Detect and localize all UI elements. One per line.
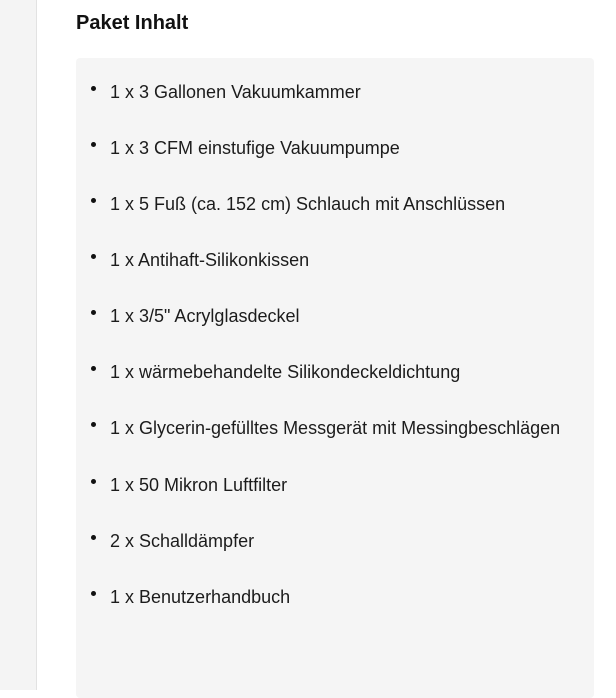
list-item [76, 302, 594, 330]
package-contents-box [76, 58, 594, 698]
left-sidebar-edge [0, 0, 37, 690]
bullet-icon [91, 254, 96, 259]
list-item-text: 1 x 3/5" Acrylglasdeckel [110, 306, 300, 326]
bullet-icon [91, 198, 96, 203]
list-item-text: 1 x wärmebehandelte Silikondeckeldichtung [110, 362, 461, 382]
list-item-text: 1 x 50 Mikron Luftfilter [110, 475, 288, 495]
list-item-text: 1 x 3 CFM einstufige Vakuumpumpe [110, 138, 400, 158]
list-item [76, 78, 594, 106]
list-item [76, 190, 594, 218]
list-item-text: 1 x 3 Gallonen Vakuumkammer [110, 82, 361, 102]
bullet-icon [91, 142, 96, 147]
bullet-icon [91, 310, 96, 315]
bullet-icon [91, 535, 96, 540]
list-item [76, 134, 594, 162]
bullet-icon [91, 479, 96, 484]
bullet-icon [91, 422, 96, 427]
list-item-text: 1 x Benutzerhandbuch [110, 587, 291, 607]
list-item [76, 403, 594, 454]
package-contents-section [76, 0, 596, 690]
list-item-text: 1 x 5 Fuß (ca. 152 cm) Schlauch mit Anschlüssen [110, 194, 506, 214]
package-contents-list [76, 58, 594, 611]
bullet-icon [91, 591, 96, 596]
list-item [76, 471, 594, 499]
list-item-text: 2 x Schalldämpfer [110, 531, 255, 551]
list-item [76, 583, 594, 611]
bullet-icon [91, 366, 96, 371]
list-item-text: 1 x Antihaft-Silikonkissen [110, 250, 310, 270]
list-item [76, 527, 594, 555]
list-item [76, 358, 594, 386]
section-title: Paket Inhalt [76, 12, 189, 34]
bullet-icon [91, 86, 96, 91]
list-item-text: 1 x Glycerin-gefülltes Messgerät mit Messingbeschlägen [110, 418, 561, 438]
list-item [76, 246, 594, 274]
